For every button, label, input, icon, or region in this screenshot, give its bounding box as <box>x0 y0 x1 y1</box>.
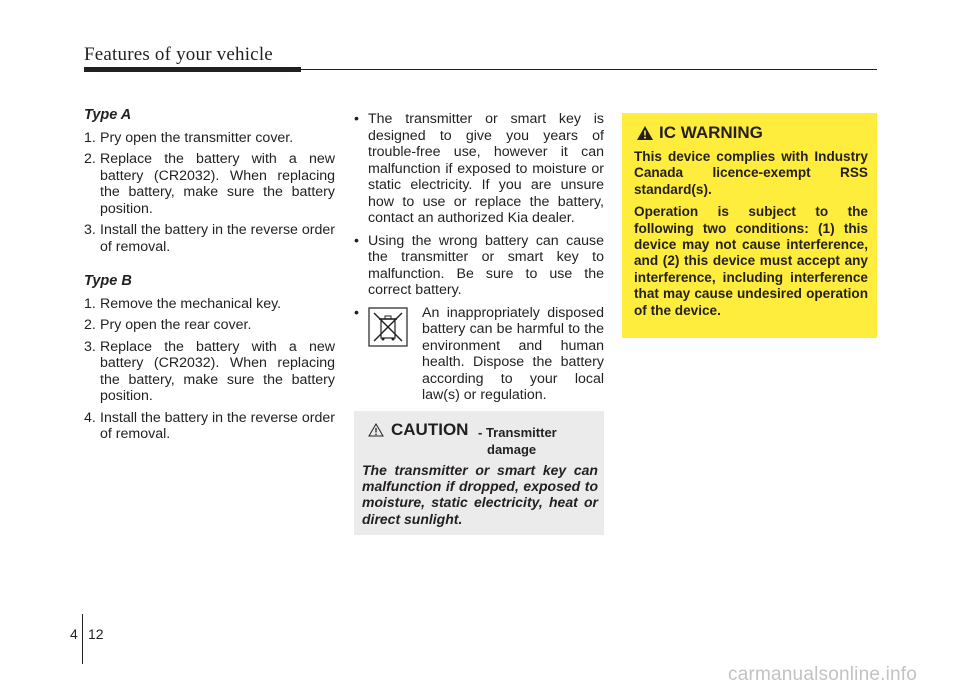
list-item: • Using the wrong battery can cause the transmitter or smart key to malfunction. Be sure to use the correct battery. <box>354 232 604 298</box>
step-item: 2. Replace the battery with a new battery (CR2032). When replacing the battery, make sure the battery position. <box>84 151 335 217</box>
type-b-heading: Type B <box>84 273 132 289</box>
type-a-steps <box>84 130 335 256</box>
battery-replacement-column <box>84 107 335 448</box>
caution-title: CAUTION <box>391 420 469 439</box>
page-number: 12 <box>88 626 104 642</box>
type-b-steps <box>84 296 335 443</box>
warning-triangle-icon <box>636 125 654 146</box>
step-item: 1. Pry open the transmitter cover. <box>84 129 294 146</box>
step-item: 1. Remove the mechanical key. <box>84 295 282 312</box>
type-a-heading: Type A <box>84 107 132 123</box>
header-rule-thin <box>301 69 877 70</box>
warning-title: IC WARNING <box>659 123 763 142</box>
step-item: 4. Install the battery in the reverse order of removal. <box>84 409 336 442</box>
caution-body: The transmitter or smart key can malfunction if dropped, exposed to moisture, static electricity, heat or direct sunlight. <box>362 462 598 527</box>
warning-body <box>634 149 868 325</box>
caution-subtitle: - Transmitter <box>478 425 557 440</box>
step-item: 3. Replace the battery with a new battery (CR2032). When replacing the battery, make sure the battery position. <box>84 338 335 404</box>
warning-paragraph: Operation is subject to the following two conditions: (1) this device may not cause interference, and (2) this device must accept any interference, including interference that may cause undesired operation of the device. <box>634 204 868 318</box>
notes-list <box>354 111 604 404</box>
header-title: Features of your vehicle <box>84 44 273 65</box>
caution-box <box>354 411 604 535</box>
list-item: • An inappropriately disposed battery can be harmful to the environment and human health. Dispose the battery according to your local law(s) or regulation. <box>354 304 604 403</box>
warning-paragraph: This device complies with Industry Canada licence-exempt RSS standard(s). <box>634 149 868 197</box>
crossed-out-bin-icon <box>368 307 408 347</box>
step-item: 3. Install the battery in the reverse order of removal. <box>84 222 336 255</box>
ic-warning-box <box>622 113 877 338</box>
notes-column <box>354 111 604 410</box>
caution-subtitle-continued: damage <box>487 442 537 457</box>
step-item: 2. Pry open the rear cover. <box>84 317 252 333</box>
header-rule-thick <box>84 67 301 72</box>
footer-divider <box>82 614 83 664</box>
chapter-number: 4 <box>70 626 78 642</box>
list-item: • The transmitter or smart key is designed to give you years of trouble-free use, however it can malfunction if exposed to moisture or static electricity. If you are unsure how to use or replace the battery, contact an authorized Kia dealer. <box>354 111 604 226</box>
watermark: carmanualsonline.info <box>728 664 918 685</box>
warning-triangle-icon <box>368 423 384 442</box>
